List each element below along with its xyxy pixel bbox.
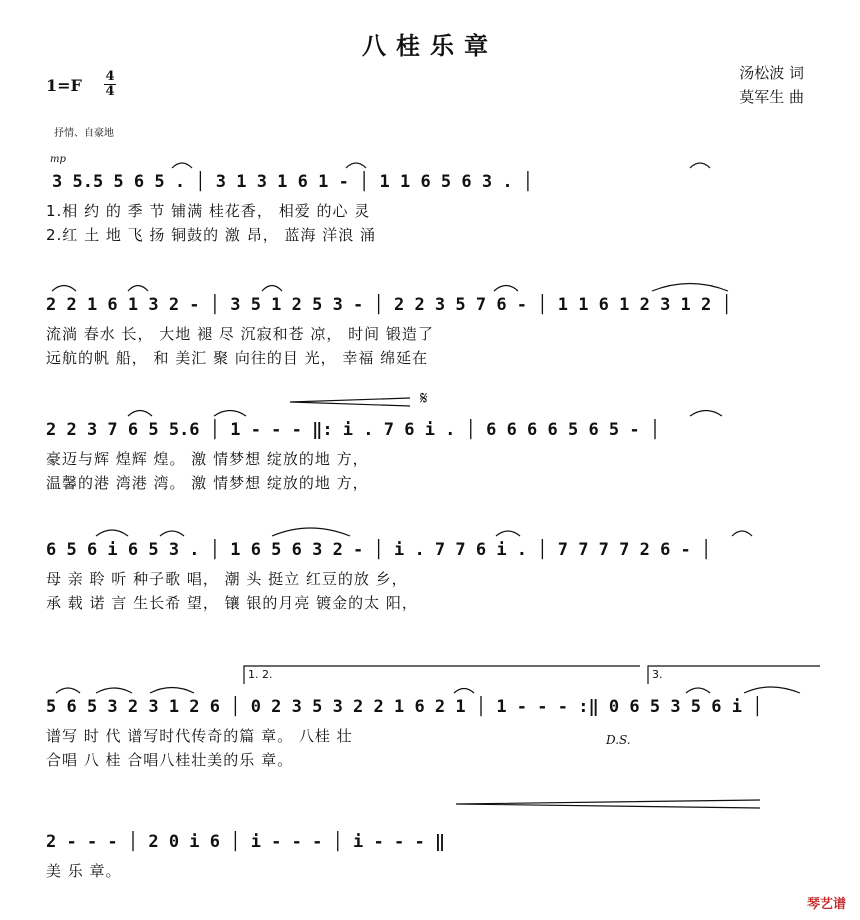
notation-text: 2 - - - │ 2 0 i 6 │ i - - - │ i - - - ‖ [46, 832, 446, 852]
lyric-verse-1: 母 亲 聆 听 种子歌 唱， 潮 头 挺立 红豆的放 乡， [46, 570, 408, 588]
slur [150, 688, 194, 694]
slur [496, 531, 520, 536]
slur [128, 411, 152, 417]
time-signature-bottom: 4 [105, 84, 115, 99]
slur [56, 688, 80, 693]
slur [690, 163, 710, 168]
slur [690, 411, 722, 417]
slur [96, 530, 128, 536]
slur [744, 687, 800, 693]
lyric-verse-1: 流淌 春水 长， 大地 褪 尽 沉寂和苍 凉， 时间 锻造了 [46, 325, 434, 343]
slur [96, 688, 132, 693]
lyric-verse-2: 温馨的港 湾港 湾。 激 情梦想 绽放的地 方， [46, 474, 369, 492]
notation-text: 6 5 6 i 6 5 3 . │ 1 6 5 6 3 2 - │ i . 7 7 6 i . │ 7 7 7 7 2 6 - │ [46, 540, 712, 560]
lyric-verse-2: 远航的帆 船， 和 美汇 聚 向往的目 光， 幸福 绵延在 [46, 349, 429, 367]
slur [160, 531, 184, 536]
notation-text: 2 2 1 6 1 3 2 - │ 3 5 1 2 5 3 - │ 2 2 3 5 7 6 - │ 1 1 6 1 2 3 1 2 │ [46, 295, 732, 315]
segno-sign: 𝄋 [420, 388, 428, 409]
slur [454, 689, 474, 694]
tempo-marking: 抒情、自豪地 [54, 128, 114, 139]
decrescendo-hairpin [456, 800, 760, 808]
slur [214, 411, 246, 417]
dynamic-marking: mp [50, 154, 66, 165]
site-logo: 琴艺谱 [806, 897, 846, 912]
notation-text: 2 2 3 7 6 5 5.6 │ 1 - - - ‖: i . 7 6 i . │ 6 6 6 6 5 6 5 - │ [46, 420, 661, 440]
slur [346, 163, 366, 168]
song-title: 八桂乐章 [362, 32, 498, 60]
slur [262, 286, 282, 292]
volta-bracket [244, 666, 640, 684]
slur [172, 163, 192, 168]
key-signature: 1=F [46, 76, 82, 95]
slur [652, 284, 728, 292]
slur [732, 531, 752, 536]
lyric-verse-1: 豪迈与辉 煌辉 煌。 激 情梦想 绽放的地 方， [46, 450, 369, 468]
slur [52, 286, 76, 292]
composer-credit: 莫军生 曲 [739, 88, 804, 106]
lyricist-credit: 汤松波 词 [739, 64, 804, 82]
volta-first-ending: 1. 2. [248, 668, 273, 681]
slur [494, 286, 518, 292]
dal-segno-marking: D.S. [606, 733, 631, 747]
slur [272, 528, 350, 536]
notation-text: 3 5.5 5 6 5 . │ 3 1 3 1 6 1 - │ 1 1 6 5 6 3 . │ [52, 172, 534, 192]
lyric-verse-2: 承 载 诺 言 生长希 望， 镶 银的月亮 镀金的太 阳， [46, 594, 418, 612]
decrescendo-hairpin [290, 398, 410, 406]
lyric-verse-1: 谱写 时 代 谱写时代传奇的篇 章。 八桂 壮 [46, 727, 353, 745]
lyric-verse-1: 1.相 约 的 季 节 铺满 桂花香， 相爱 的心 灵 [46, 202, 371, 220]
time-signature-top: 4 [105, 69, 115, 84]
volta-second-ending: 3. [652, 668, 663, 681]
lyric-verse-2: 合唱 八 桂 合唱八桂壮美的乐 章。 [46, 751, 294, 769]
notation-text: 5 6 5 3 2 3 1 2 6 │ 0 2 3 5 3 2 2 1 6 2 1 │ 1 - - - :‖ 0 6 5 3 5 6 i │ [46, 697, 763, 717]
slur [686, 688, 710, 693]
lyric-verse-2: 2.红 土 地 飞 扬 铜鼓的 激 昂， 蓝海 洋浪 涌 [46, 226, 376, 244]
lyric-line: 美 乐 章。 [46, 862, 122, 880]
volta-bracket [648, 666, 820, 684]
slur [128, 286, 148, 292]
